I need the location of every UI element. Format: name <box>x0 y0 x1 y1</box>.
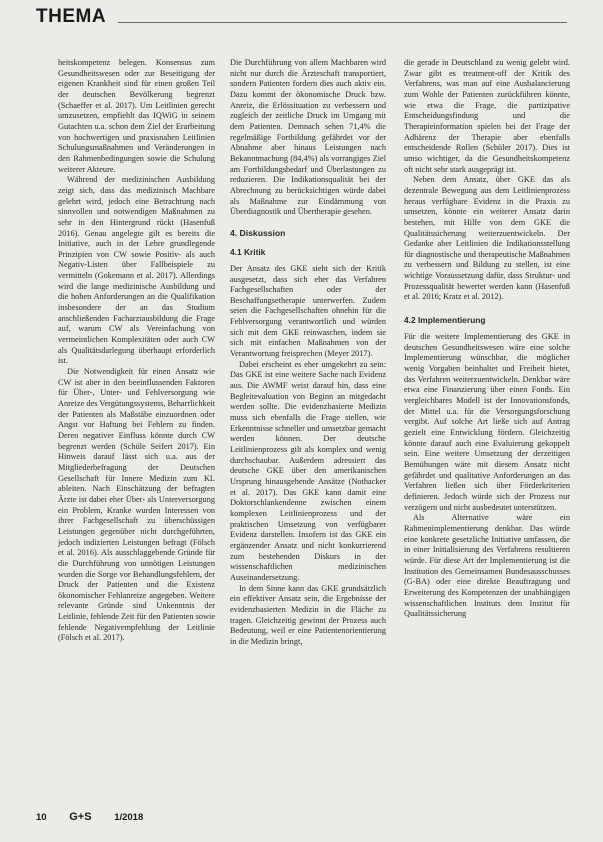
paragraph: Während der medizinischen Ausbildung zeigt sich, dass das medizinisch Machbare gelehrt wird, jedoch eine Betrachtung nach sinnvollen und notwendigen Maßnahmen zu sehr in den Hintergrund rückt (Hasenfuß 2016). Genau angelegte gilt es bereits die Initiative, auch in der Lehre grundlegende Prinzipien von CW sowie Positiv- als auch Negativ-Listen über Fallbeispiele zu vermitteln (Gokemann et al. 2017). Allerdings wird die lange medizinische Ausbildung und die hohen Anforderungen an die Qualifikation insbesondere der an das Studium anschließenden Facharztausbildung die Frage auf, warum CW als Vereinfachung von vermeintlichen Komplexitäten oder auch CW als Qualitätsdarlegung überhaupt erforderlich ist. <box>58 175 215 366</box>
paragraph: Die Notwendigkeit für einen Ansatz wie CW ist aber in den beeinflussenden Faktoren für Über-, Unter- und Fehlversorgung wie Anreize des Vergütungssystems, Beharrlichkeit der Patienten als Maßstäbe einzuordnen oder Angst vor Haftung bei Fehlern zu finden. Deren negativer Einfluss könnte durch CW begrenzt werden (Schüle Seifert 2017). Ein Hinweis darauf lässt sich u.a. aus der Mitgliederbefragung der Deutschen Gesellschaft für Innere Medizin zum KL ableiten. Nach Einschätzung der befragten Ärzte ist dabei eher Über- als Unterversorgung ein Problem, Kranke wurden Interessen von ihrer Fachgesellschaft zu überschüssigen Leistungen gegenüber nicht durchgeführten, jedoch indizierten Leistungen befragt (Fölsch et al. 2016). Als ausschlaggebende Gründe für die Durchführung von unnötigen Leistungen wurden die Sorge vor Behandlungsfehlern, der Druck der Patienten und die Existenz ökonomischer Fehlanreize angegeben. Weitere relevante Gründe sind Unkenntnis der Leitlinie, fehlende Zeit für den Patienten sowie fehlende Negativempfehlung der Leitlinie (Fölsch et al. 2017). <box>58 367 215 643</box>
paragraph: heitskompetenz belegen. Konsensus zum Gesundheitswesen oder zur Beseitigung der eigenen Krankheit sind für einen großen Teil der deutschen Bevölkerung begrenzt (Schaeffer et al. 2017). Um Leitlinien gerecht umzusetzen, empfiehlt das IQWiG in seinem Gutachten u.a. schon dem Ziel der Erarbeitung von hochwertigen und praxisnahen Leitlinien Schulungsmaßnahmen und Veränderungen in den Rahmenbedingungen sowie die Schulung weiterer Akteure. <box>58 58 215 174</box>
paragraph: Der Ansatz des GKE sieht sich der Kritik ausgesetzt, dass sich eher das Verfahren Fachgesellschaften oder der Beschaffungsetherapie unterwerfen. Zudem seien die Fachgesellschaften ohnehin für die Fehlversorgung verantwortlich und würden sich mit dem GKE reinwaschen, indem sie sich mit einfachen Maßnahmen von der Verantwortung freisprechen (Meyer 2017). <box>230 263 386 359</box>
subsection-heading: 4.2 Implementierung <box>404 315 486 326</box>
subsection-heading: 4.1 Kritik <box>230 246 266 257</box>
section-heading: 4. Diskussion <box>230 227 286 238</box>
paragraph: Neben dem Ansatz, über GKE das als dezentrale Bewegung aus dem Leitlinienprozess heraus verfügbare Evidenz in die Praxis zu umsetzen, könnte ein weiterer Ansatz darin bestehen, mit Hilfe von dem GKE die Qualitätssicherung weiterzuentwickeln. Der Gedanke aber Leitlinien die Indikationsstellung für diagnostische und therapeutische Maßnahmen zu verbessern und Bildung zu stellen, ist eine wichtige Voraussetzung dafür, dass Struktur- und Prozessqualität bewertet werden kann (Hasenfuß et al. 2016; Kratz et al. 2012). <box>404 175 570 302</box>
journal-logo: G+S <box>69 811 92 823</box>
header-rule <box>118 22 567 23</box>
page-number: 10 <box>36 812 47 823</box>
text-column-middle <box>230 58 386 647</box>
text-column-left <box>58 58 215 644</box>
text-column-right <box>404 58 570 620</box>
page-header <box>0 0 603 34</box>
paragraph: Als Alternative wäre ein Rahmenimplementierung denkbar. Das würde eine konkrete gesetzliche Initiative umfassen, die in einer Initialisierung des Verfahrens resultieren würde. Für diese Art der Implementierung ist die Institution des Gemeinsamen Bundesausschusses (G-BA) oder eine direkte Beauftragung und Erweiterung des Kompetenzen der unabhängigen wissenschaftlichen Instituts dem Institut für Qualitätssicherung <box>404 513 570 619</box>
paragraph: In dem Sinne kann das GKE grundsätzlich ein effektiver Ansatz sein, die Ergebnisse der evidenzbasierten Medizin in die Fläche zu tragen. Gleichzeitig gewinnt der Prozess auch Bedeutung, weil er eine Patientenorientierung in die Medizin bringt, <box>230 583 386 646</box>
paragraph: die gerade in Deutschland zu wenig gelebt wird. Zwar gibt es treatment-off der Kritik des Verfahrens, was man auf eine Ausbalancierung zum Wohle der Patienten zurückführen könnte, wie etwa die Frage, die partizipative Entscheidungsfindung und die Therapieinformation spielen bei der Frage der Adhärenz der Therapie aber ebenfalls entscheidende Rollen (Schüler 2017). Dies ist umso wichtiger, da die Gesundheitskompetenz oft nicht sehr stark ausgeprägt ist. <box>404 58 570 174</box>
section-title: THEMA <box>36 6 107 27</box>
paragraph: Die Durchführung von allem Machbaren wird nicht nur durch die Ärzteschaft transportiert, sondern Patienten fordern dies auch aktiv ein. Dazu kommt der ökonomische Druck bzw. Anreiz, die Erlössituation zu verbessern und zugleich der zeitliche Druck im Umgang mit dem Patienten. Demnach sehen 71,4% die regelmäßige Fortbildung gefährdet vor der Abnahme aber hinaus Leistungen nach Bekanntmachung (84,4%) als vorrangiges Ziel am Fortbildungsbedarf und Überlastungen zu reduzieren. Die Indikationsqualität bei der Abrechnung zu berücksichtigen würde dabei als Maßnahme zur Eindämmung von Überdiagnostik und Übertherapie gesehen. <box>230 58 386 217</box>
issue-label: 1/2018 <box>114 812 144 823</box>
page-footer <box>36 811 163 823</box>
paragraph: Für die weitere Implementierung des GKE in deutschen Gesundheitswesen wäre eine solche Implementierung wünschbar, die möglicher wenig Vorgaben beinhaltet und Freiheit bietet, das Verfahren weiterzuentwickeln. Denkbar wäre etwa eine Finanzierung über einen Fonds. Ein vergleichbares Modell ist der Innovationsfonds, der Mittel u.a. für die Versorgungsforschung vergibt. Auf solche Art ließe sich auf Antrag gezielt eine Entwicklung fördern. Gleichzeitig könnte darauf auch eine Evaluierung gekoppelt sein. Eine weitere Umsetzung der derzeitigen Bemühungen wäre mit diesem Ansatz nicht gefährdet und qualitative Anforderungen an das Verfahren ließen sich über Förderkriterien definieren. Jedoch würde sich der Prozess nur verzögern und nicht ausbedeutet unterstützen. <box>404 332 570 512</box>
paragraph: Dabei erscheint es eher umgekehrt zu sein: Das GKE ist eine weitere Sache nach Evidenz aus. Die AWMF weist darauf hin, dass eine Begleitevaluation von Beginn an mitgedacht werden sollte. Die evidenzbasierte Medizin muss sich ebenfalls die Frage stellen, wie Erkenntnisse schneller und umsetzbar gemacht werden können. Der deutsche Leitlinienprozess gilt als komplex und wenig durchschaubar. Außerdem adressiert das deutsche GKE über den amerikanischen Ursprung hinausgehende Ansätze (Nothacker et al. 2017). Das GKE kann damit eine Doktorschlankendenne zwischen einem komplexen Leitlinienprozess und der praktischen Umsetzung von verfügbarer Evidenz darstellen. Insofern ist das GKE ein ergänzender Ansatz und nicht konkurrierend zum bestehenden Diskurs in der wissenschaftlichen medizinischen Auseinandersetzung. <box>230 359 386 582</box>
